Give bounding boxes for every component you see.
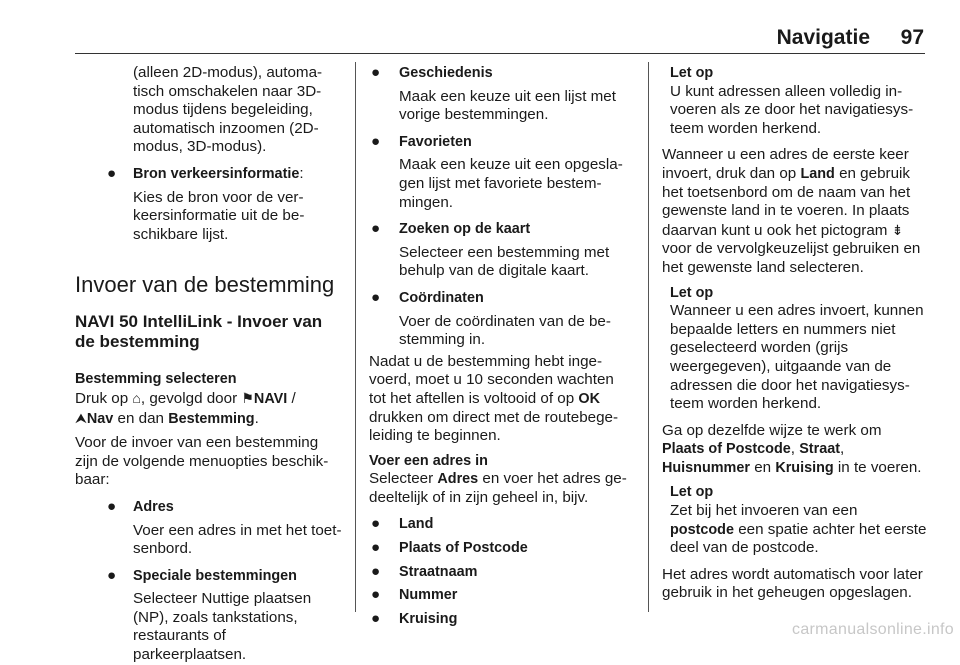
favorieten-text: Maak een keuze uit een opgeslagen lijst met favoriete bestemmingen. [399,156,623,211]
intro-text: (alleen 2D-modus), automatisch omschakelen naar 3D-modus tijdens begeleiding, automatisch inzoomen (2D-modus, 3D-modus). [133,64,323,156]
list-item-nummer: ● Nummer [371,586,458,604]
bullet-icon: ● [371,539,381,557]
flag-icon: ⚑ [241,389,254,406]
note-2-text: Wanneer u een adres invoert, kunnen bepaalde letters en nummers niet geselecteerd worden (grijs weergegeven), uitgaande van de adressen die door het navigatiesysteem worden herkend. [670,302,924,413]
note-2 [662,284,930,414]
zoeken-text: Selecteer een bestemming met behulp van de digitale kaart. [399,243,610,280]
header-divider [75,53,925,54]
list-item-favorieten [369,133,633,212]
speciale-title: Speciale bestemmingen [133,567,297,584]
favorieten-title: Favorieten [399,133,472,150]
geschiedenis-title: Geschiedenis [399,65,493,81]
list-item-geschiedenis [369,64,633,125]
list-item-zoeken [369,220,633,281]
list-item-adres [75,498,343,559]
page-number: 97 [900,26,924,49]
coordinaten-text: Voer de coördinaten van de bestemming in. [399,312,611,349]
list-item-plaats: ● Plaats of Postcode [371,539,528,557]
bullet-icon: ● [371,562,381,580]
instruction-paragraph: Druk op ⌂, gevolgd door ⚑NAVI / ⮝Nav en dan Bestemming. [75,389,296,427]
bullet-icon: ● [371,288,381,306]
list-item-speciale [75,567,343,665]
sub-heading: Bestemming selecteren [75,371,237,388]
dropdown-icon: ⇟ [891,221,904,238]
zoeken-title: Zoeken op de kaart [399,221,531,238]
bullet-icon: ● [371,220,381,238]
bullet-icon: ● [107,164,117,182]
note-3 [662,483,930,557]
note-3-text: Zet bij het invoeren van een postcode een spatie achter het eerste deel van de postcode. [670,502,927,557]
bron-text: Kies de bron voor de verkeersinformatie uit de beschikbare lijst. [133,188,305,243]
note-1-text: U kunt adressen alleen volledig invoeren als ze door het navigatiesysteem worden herkend. [670,82,914,137]
adres-text: Voer een adres in met het toetsenbord. [133,521,342,558]
nav-icon: ⮝ [75,409,87,426]
column-2 [369,64,633,628]
list-item-kruising: ● Kruising [371,609,458,627]
countdown-paragraph: Nadat u de bestemming hebt ingevoerd, moet u 10 seconden wachten tot het aftellen is voltooid of op OK drukken om direct met de routebegeleiding te beginnen. [369,352,619,445]
list-item-straatnaam: ● Straatnaam [371,562,478,580]
page-title: Navigatie [776,26,870,49]
column-divider-1 [355,62,356,612]
list-item-bron [75,165,343,244]
list-item-coordinaten [369,289,633,350]
same-way-paragraph: Ga op dezelfde wijze te werk om Plaats of Postcode, Straat, Huisnummer en Kruising in te voeren. [662,421,922,476]
bullet-icon: ● [371,515,381,533]
bullet-icon: ● [371,64,381,81]
adres-paragraph: Selecteer Adres en voer het adres gedeeltelijk of in zijn geheel in, bijv. [369,470,627,506]
land-paragraph: Wanneer u een adres de eerste keer invoert, druk dan op Land en gebruik het toetsenbord om de naam van het gewenste land in te voeren. In plaats daarvan kunt u ook het pictogram ⇟ voor de vervolgkeuzelijst gebruiken en het gewenste land selecteren. [662,146,921,276]
sub-heading-adres: Voer een adres in [369,452,488,469]
speciale-text: Selecteer Nuttige plaatsen (NP), zoals tankstations, restaurants of parkeerplaatsen. [133,590,312,664]
home-icon: ⌂ [132,389,141,406]
watermark: carmanualsonline.info [792,621,954,639]
list-item-land: ● Land [371,515,434,533]
section-heading: Invoer van de bestemming [75,272,335,298]
bron-colon: : [299,164,304,182]
geschiedenis-text: Maak een keuze uit een lijst met vorige bestemmingen. [399,87,616,124]
subsection-heading: NAVI 50 IntelliLink - Invoer van de bestemming [75,312,323,352]
bullet-icon: ● [371,132,381,150]
auto-save-paragraph: Het adres wordt automatisch voor later gebruik in het geheugen opgeslagen. [662,565,923,602]
bullet-icon: ● [371,609,381,627]
bullet-icon: ● [107,566,117,584]
note-1-title: Let op [670,65,714,81]
coordinaten-title: Coördinaten [399,289,484,306]
column-3 [662,64,930,609]
column-divider-2 [648,62,649,612]
adres-title: Adres [133,498,174,515]
note-1 [662,64,930,138]
bullet-icon: ● [107,497,117,515]
menu-options-paragraph: Voor de invoer van een bestemming zijn de volgende menuopties beschikbaar: [75,434,329,489]
note-2-title: Let op [670,284,714,301]
bullet-icon: ● [371,586,381,604]
page-header [0,26,960,50]
note-3-title: Let op [670,484,714,501]
column-1 [75,64,343,665]
bron-title: Bron verkeersinformatie [133,165,300,182]
